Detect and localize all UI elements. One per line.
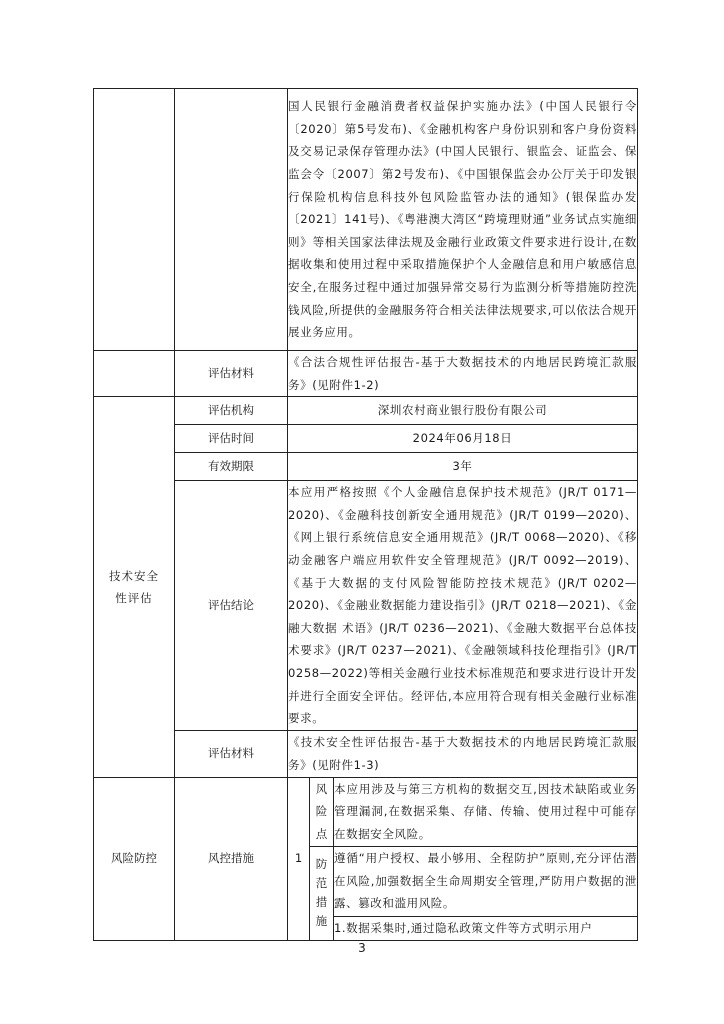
risk-prevention-text-2: 1.数据采集时,通过隐私政策文件等方式明示用户 [334, 916, 638, 940]
tech-material-row [94, 730, 638, 777]
tech-time-value: 2024年06月18日 [288, 425, 638, 453]
tech-org-row [94, 397, 638, 425]
tech-conclusion-label: 评估结论 [175, 481, 288, 731]
tech-category [94, 397, 175, 778]
legal-conclusion-text: 国人民银行金融消费者权益保护实施办法》(中国人民银行令〔2020〕第5号发布)、《金融机构客户身份识别和客户身份资料及交易记录保存管理办法》(中国人民银行、银监会、证监会、保监会令〔2007〕第2号发布)、《中国银保监会办公厅关于印发银行保险机构信息科技外包风险监管办法的通知》(银保监办发〔2021〕141号)、《粤港澳大湾区“跨境理财通”业务试点实施细则》等相关国家法律法规及金融行业政策文件要求进行设计,在数据收集和使用过程中采取措施保护个人金融信息和用户敏感信息安全,在服务过程中通过加强异常交易行为监测分析等措施防控洗钱风险,所提供的金融服务符合相关法律法规要求,可以依法合规开展业务应用。 [288, 89, 638, 351]
legal-category-cell [94, 89, 175, 351]
tech-org-label: 评估机构 [175, 397, 288, 425]
tech-category-label: 技术安全性评估 [109, 568, 159, 605]
risk-point-row [94, 777, 638, 846]
risk-prevention-text-1: 遵循“用户授权、最小够用、全程防护”原则,充分评估潜在风险,加强数据全生命周期安全管理,严防用户数据的泄露、篡改和滥用风险。 [334, 846, 638, 916]
legal-material-text: 《合法合规性评估报告-基于大数据技术的内地居民跨境汇款服务》(见附件1-2) [288, 351, 638, 397]
risk-point-label: 风险点 [315, 781, 328, 841]
tech-conclusion-text: 本应用严格按照《个人金融信息保护技术规范》(JR/T 0171—2020)、《金融科技创新安全通用规范》(JR/T 0199—2020)、《网上银行系统信息安全通用规范》(JR/T 0068—2020)、《移动金融客户端应用软件安全管理规范》(JR/T 0092—2019)、《基于大数据的支付风险智能防控技术规范》(JR/T 0202—2020)、《金融业数据能力建设指引》(JR/T 0218—2021)、《金融大数据 术语》(JR/T 0236—2021)、《金融大数据平台总体技术要求》(JR/T 0237—2021)、《金融领域科技伦理指引》(JR/T 0258—2022)等相关金融行业技术标准规范和要求进行设计开发并进行全面安全评估。经评估,本应用符合现有相关金融行业标准要求。 [288, 481, 638, 731]
legal-material-row [94, 351, 638, 397]
tech-time-row [94, 425, 638, 453]
legal-material-label: 评估材料 [175, 351, 288, 397]
tech-conclusion-row [94, 481, 638, 731]
assessment-table [93, 88, 638, 941]
tech-validity-label: 有效期限 [175, 453, 288, 481]
tech-validity-row [94, 453, 638, 481]
risk-measure-label: 风控措施 [175, 777, 288, 940]
risk-category: 风险防控 [94, 777, 175, 940]
tech-validity-value: 3年 [288, 453, 638, 481]
tech-org-value: 深圳农村商业银行股份有限公司 [288, 397, 638, 425]
legal-conclusion-row [94, 89, 638, 351]
tech-material-text: 《技术安全性评估报告-基于大数据技术的内地居民跨境汇款服务》(见附件1-3) [288, 730, 638, 777]
legal-category-cell-cont [94, 351, 175, 397]
tech-material-label: 评估材料 [175, 730, 288, 777]
risk-measure-index: 1 [288, 777, 310, 940]
tech-time-label: 评估时间 [175, 425, 288, 453]
legal-conclusion-label-cell [175, 89, 288, 351]
page-number: 3 [358, 941, 366, 955]
risk-prevention-label-cell [310, 846, 334, 940]
risk-point-text: 本应用涉及与第三方机构的数据交互,因技术缺陷或业务管理漏洞,在数据采集、存储、传输、使用过程中可能存在数据安全风险。 [334, 777, 638, 846]
risk-point-label-cell [310, 777, 334, 846]
risk-prevention-label: 防范措施 [315, 857, 328, 928]
